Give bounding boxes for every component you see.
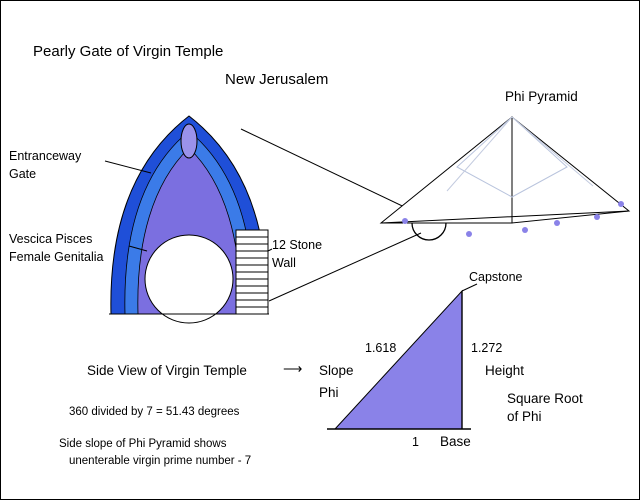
phi-triangle: [335, 291, 462, 429]
base-value-label: 1: [412, 435, 419, 449]
vesica-almond-icon: [181, 124, 197, 158]
phi-pyramid-title: Phi Pyramid: [505, 89, 578, 104]
callout-line-upper: [241, 129, 417, 213]
side-view-arrow: ⟶: [283, 361, 303, 376]
callout-line-lower: [269, 233, 421, 301]
slope-label: Slope: [319, 363, 354, 378]
entranceway-label: Entranceway: [9, 149, 82, 163]
gate-label: Gate: [9, 167, 37, 181]
note-side-slope-line2: unenterable virgin prime number - 7: [69, 455, 252, 467]
height-label: Height: [485, 363, 525, 378]
pyramid-left-face: [381, 117, 512, 223]
slope-value-label: 1.618: [365, 341, 397, 355]
height-value-label: 1.272: [471, 341, 503, 355]
square-root-label-line1: Square Root: [507, 391, 583, 406]
side-view-label: Side View of Virgin Temple: [87, 363, 247, 378]
phi-label: Phi: [319, 385, 339, 400]
capstone-leader-line: [462, 284, 477, 291]
stone-wall-label-line1: 12 Stone: [272, 238, 323, 252]
vescica-pisces-label: Vescica Pisces: [9, 232, 93, 246]
stone-wall-leader-line: [268, 249, 272, 251]
capstone-label: Capstone: [469, 270, 523, 284]
square-root-label-line2: of Phi: [507, 409, 542, 424]
note-division: 360 divided by 7 = 51.43 degrees: [69, 406, 240, 418]
female-genitalia-label: Female Genitalia: [9, 250, 104, 264]
pearl-circle: [145, 235, 233, 323]
stone-wall-label-line2: Wall: [272, 256, 296, 270]
note-side-slope-line1: Side slope of Phi Pyramid shows: [59, 438, 227, 450]
subtitle: New Jerusalem: [225, 71, 329, 88]
base-label: Base: [440, 434, 471, 449]
main-title: Pearly Gate of Virgin Temple: [33, 43, 224, 60]
diagram-graphics: [1, 1, 640, 500]
